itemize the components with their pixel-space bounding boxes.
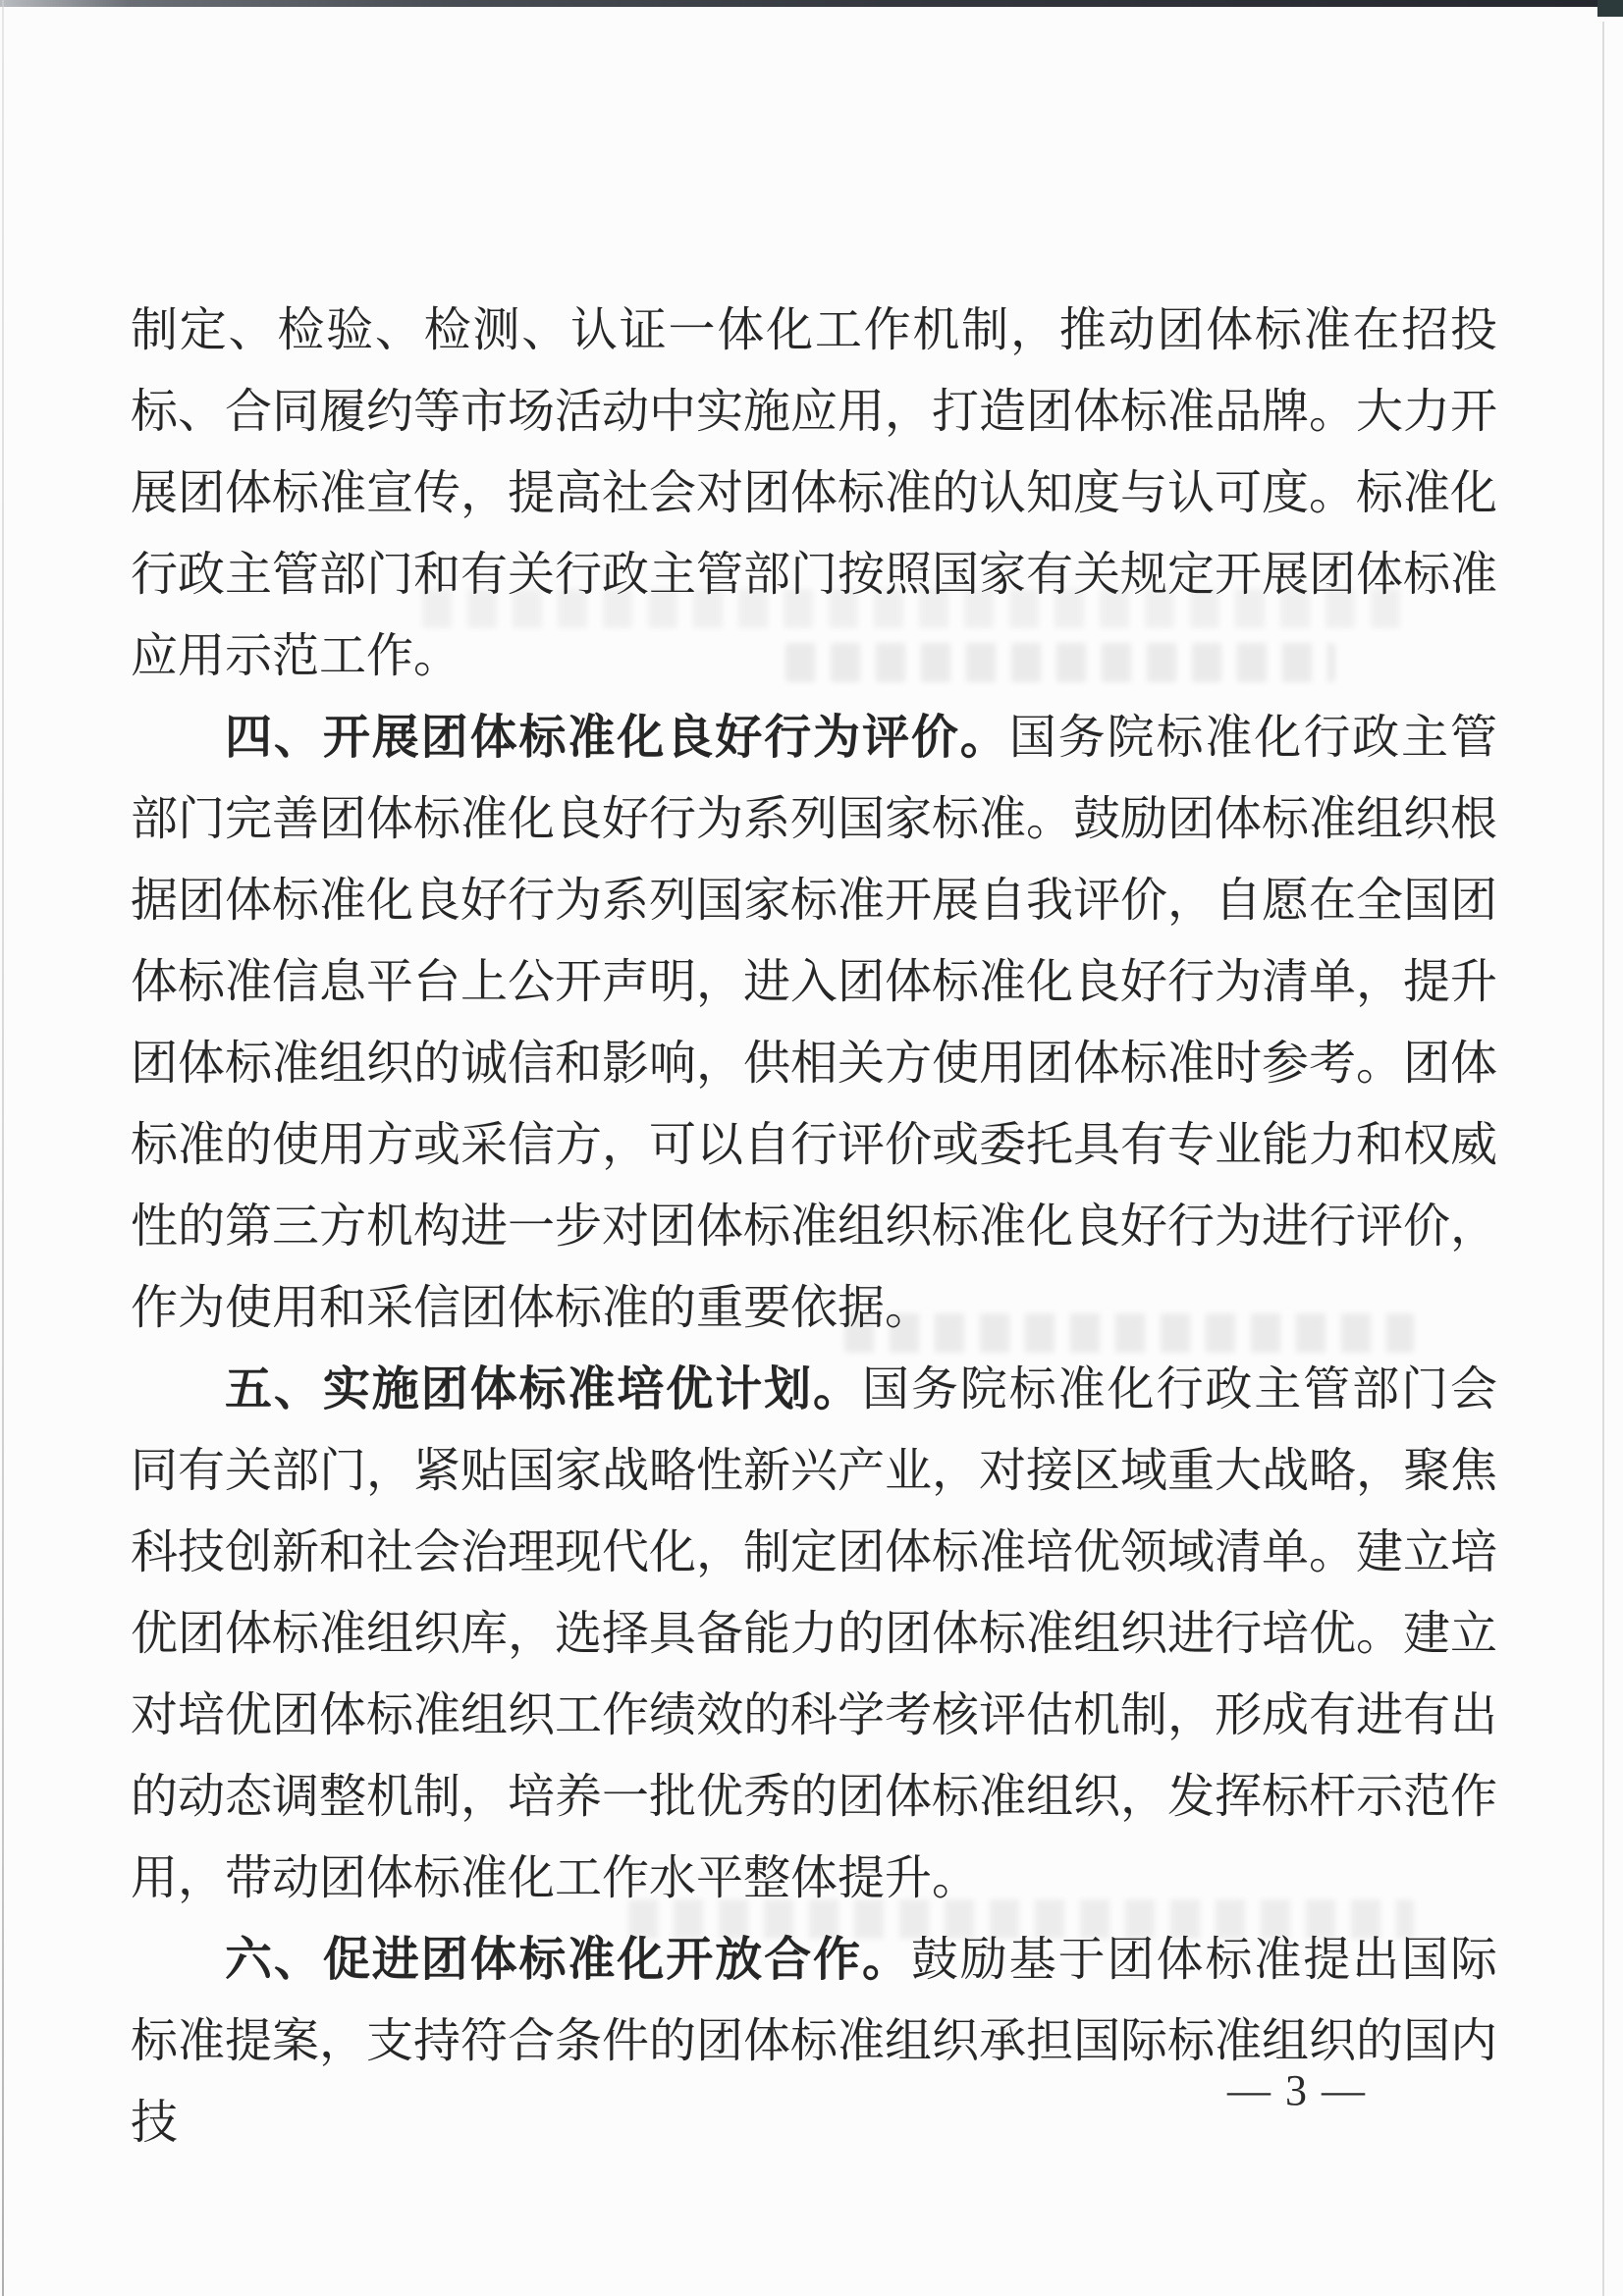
paragraph-continuation-text: 制定、检验、检测、认证一体化工作机制，推动团体标准在招投标、合同履约等市场活动中实施应用，打造团体标准品牌。大力开展团体标准宣传，提高社会对团体标准的认知度与认可度。标准化行政主管部门和有关行政主管部门按照国家有关规定开展团体标准应用示范工作。	[131, 304, 1498, 682]
section-4-heading: 四、开展团体标准化良好行为评价。	[225, 712, 1009, 764]
paragraph-section-4	[131, 697, 1497, 1349]
section-5-text: 国务院标准化行政主管部门会同有关部门，紧贴国家战略性新兴产业，对接区域重大战略，聚焦科技创新和社会治理现代化，制定团体标准培优领域清单。建立培优团体标准组织库，选择具备能力的团体标准组织进行培优。建立对培优团体标准组织工作绩效的科学考核评估机制，形成有进有出的动态调整机制，培养一批优秀的团体标准组织，发挥标杆示范作用，带动团体标准化工作水平整体提升。	[131, 1363, 1498, 1904]
page-number: — 3 —	[1227, 2066, 1367, 2114]
section-4-text: 国务院标准化行政主管部门完善团体标准化良好行为系列国家标准。鼓励团体标准组织根据团体标准化良好行为系列国家标准开展自我评价，自愿在全国团体标准信息平台上公开声明，进入团体标准化良好行为清单，提升团体标准组织的诚信和影响，供相关方使用团体标准时参考。团体标准的使用方或采信方，可以自行评价或委托具有专业能力和权威性的第三方机构进一步对团体标准组织标准化良好行为进行评价，作为使用和采信团体标准的重要依据。	[131, 712, 1498, 1334]
section-6-heading: 六、促进团体标准化开放合作。	[225, 1934, 911, 1986]
scan-edge-artifact-top	[0, 0, 1623, 7]
section-6-text: 鼓励基于团体标准提出国际标准提案，支持符合条件的团体标准组织承担国际标准组织的国内技	[131, 1934, 1498, 2149]
section-5-heading: 五、实施团体标准培优计划。	[225, 1363, 862, 1415]
document-body	[131, 290, 1497, 2163]
paragraph-section-5	[131, 1349, 1497, 1919]
paragraph-continuation	[131, 290, 1497, 697]
scan-edge-artifact-left	[2, 0, 4, 2296]
paragraph-section-6	[131, 1919, 1497, 2163]
scan-edge-artifact-right	[1602, 22, 1604, 2296]
scan-corner-artifact	[1597, 0, 1623, 17]
